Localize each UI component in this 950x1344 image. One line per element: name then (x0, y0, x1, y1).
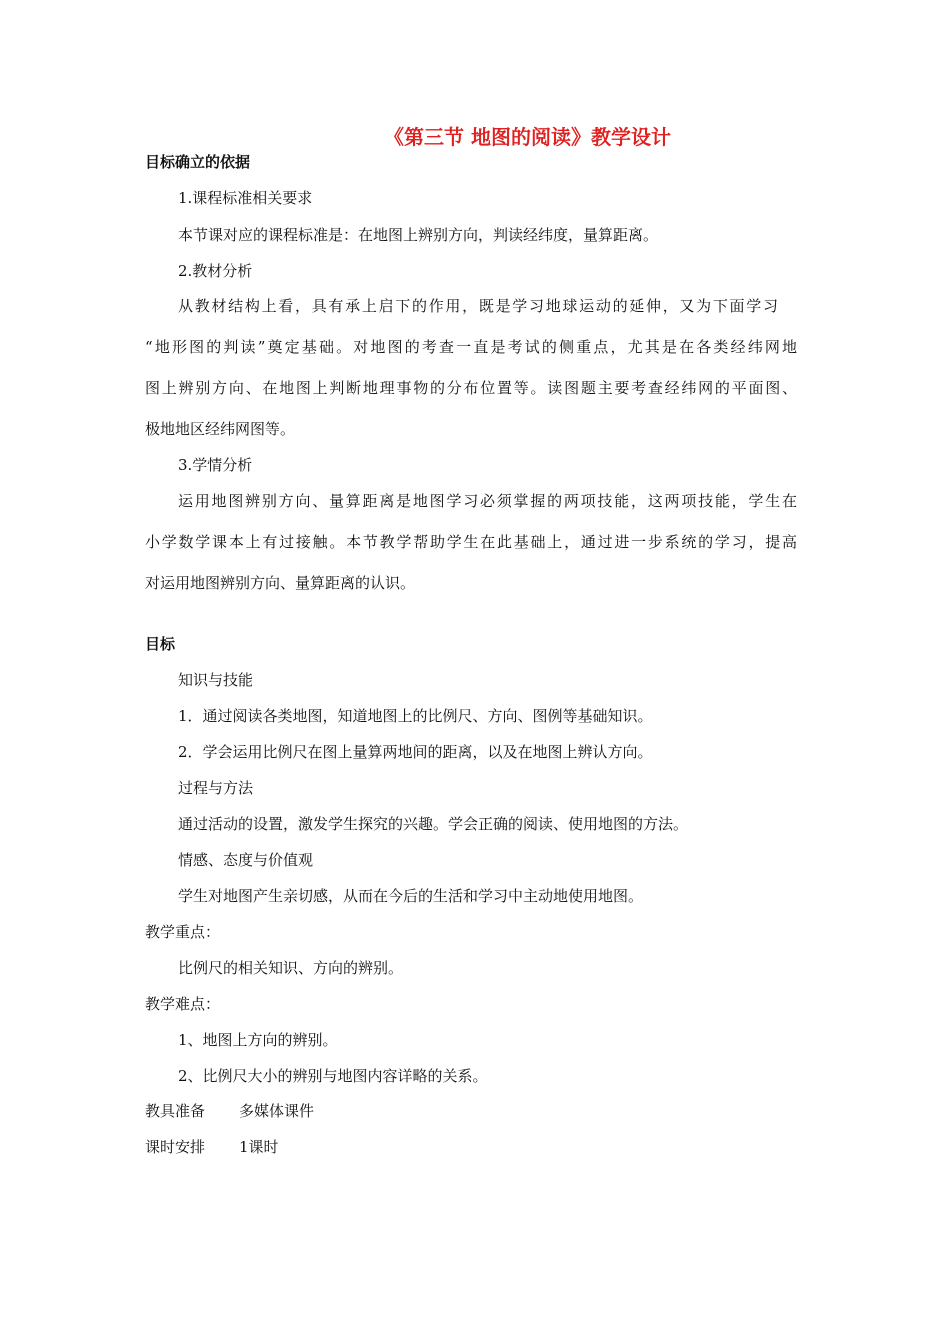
item1-text: 本节课对应的课程标准是：在地图上辨别方向，判读经纬度，量算距离。 (178, 226, 659, 244)
tools-value: 多媒体课件 (239, 1102, 315, 1120)
difficulty-item: 2、比例尺大小的辨别与地图内容详略的关系。 (178, 1067, 488, 1085)
item3-label: 3.学情分析 (178, 456, 253, 474)
key-points-text: 比例尺的相关知识、方向的辨别。 (178, 959, 404, 977)
item2-paragraph-line: “地形图的判读”奠定基础。对地图的考查一直是考试的侧重点，尤其是在各类经纬网地 (145, 338, 797, 356)
tools-row (145, 1101, 314, 1121)
knowledge-item: 2．学会运用比例尺在图上量算两地间的距离，以及在地图上辨认方向。 (178, 743, 653, 761)
item3-paragraph-line: 小学数学课本上有过接触。本节教学帮助学生在此基础上，通过进一步系统的学习，提高 (145, 533, 797, 551)
item3-paragraph-line: 对运用地图辨别方向、量算距离的认识。 (145, 574, 416, 592)
item2-paragraph-line: 图上辨别方向、在地图上判断地理事物的分布位置等。读图题主要考查经纬网的平面图、 (145, 379, 797, 397)
schedule-value: 1课时 (239, 1138, 279, 1156)
item1-label: 1.课程标准相关要求 (178, 189, 313, 207)
item2-paragraph-line: 极地地区经纬网图等。 (145, 420, 296, 438)
process-label: 过程与方法 (178, 779, 254, 797)
key-points-label: 教学重点： (145, 923, 221, 941)
schedule-row (145, 1137, 279, 1157)
section-heading-goals: 目标 (145, 635, 176, 653)
emotion-label: 情感、态度与价值观 (178, 851, 314, 869)
difficulties-label: 教学难点： (145, 995, 221, 1013)
difficulty-item: 1、地图上方向的辨别。 (178, 1031, 338, 1049)
knowledge-item: 1．通过阅读各类地图，知道地图上的比例尺、方向、图例等基础知识。 (178, 707, 653, 725)
item3-paragraph-line: 运用地图辨别方向、量算距离是地图学习必须掌握的两项技能，这两项技能，学生在 (178, 492, 797, 510)
emotion-text: 学生对地图产生亲切感，从而在今后的生活和学习中主动地使用地图。 (178, 887, 644, 905)
section-heading-basis: 目标确立的依据 (145, 153, 251, 171)
process-text: 通过活动的设置，激发学生探究的兴趣。学会正确的阅读、使用地图的方法。 (178, 815, 689, 833)
document-title: 《第三节 地图的阅读》教学设计 (384, 125, 671, 149)
tools-label: 教具准备 (145, 1102, 206, 1120)
item2-label: 2.教材分析 (178, 262, 253, 280)
schedule-label: 课时安排 (145, 1138, 206, 1156)
knowledge-label: 知识与技能 (178, 671, 254, 689)
item2-paragraph-line: 从教材结构上看，具有承上启下的作用，既是学习地球运动的延伸，又为下面学习 (178, 297, 778, 315)
